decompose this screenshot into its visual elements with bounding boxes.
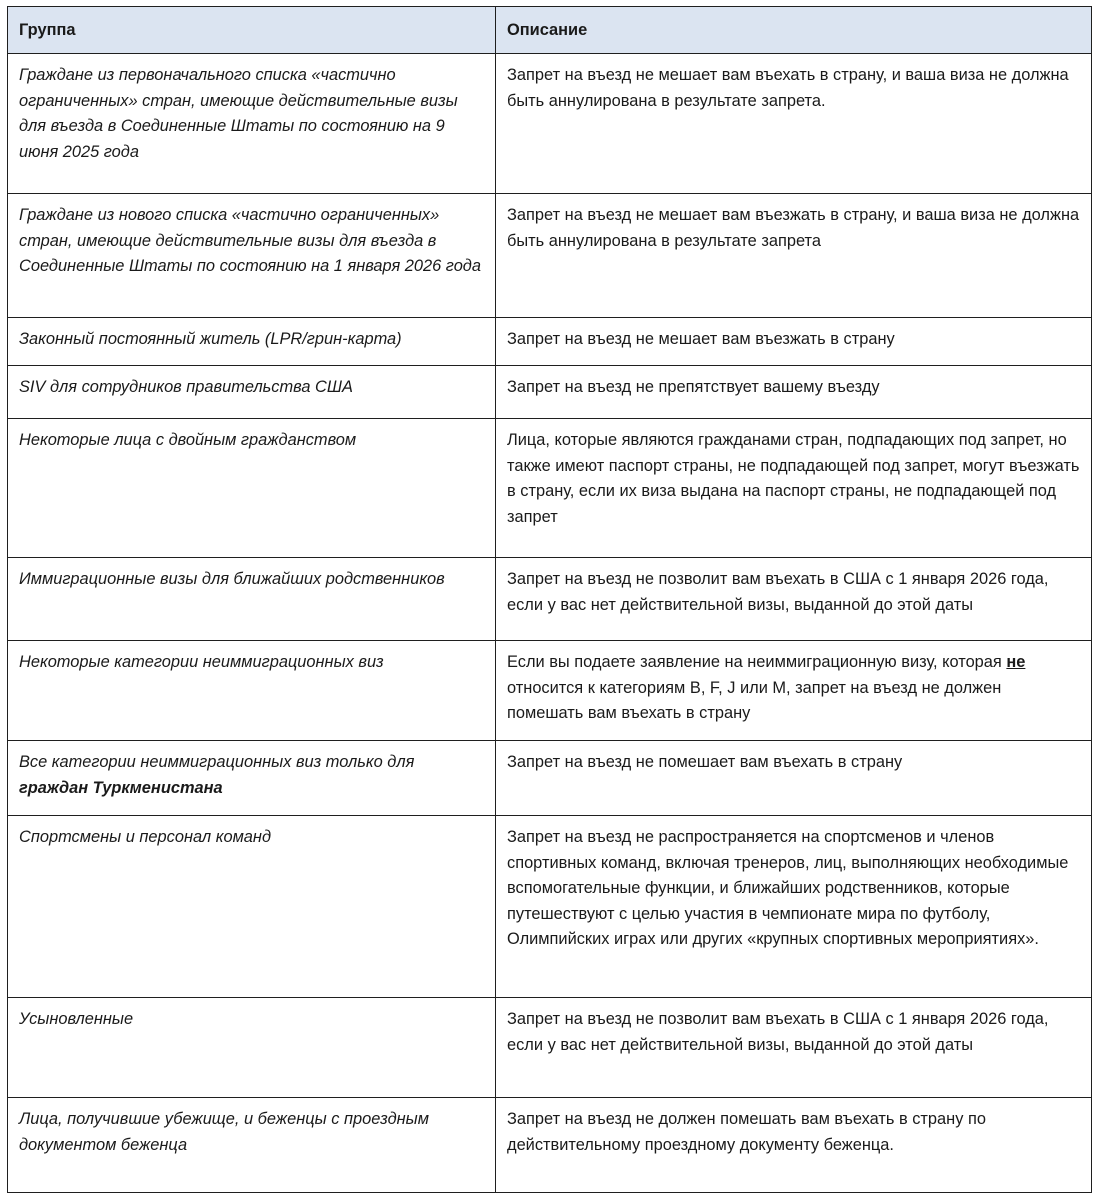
row-description-cell (496, 641, 1092, 741)
table-row (8, 558, 1092, 641)
table-row (8, 318, 1092, 366)
row-description-cell: Запрет на въезд не помешает вам въехать в страну (496, 741, 1092, 816)
row-description-cell: Запрет на въезд не мешает вам въезжать в страну, и ваша виза не должна быть аннулирована в результате запрета (496, 194, 1092, 318)
row-description-cell: Запрет на въезд не мешает вам въехать в страну, и ваша виза не должна быть аннулирована в результате запрета. (496, 54, 1092, 194)
row-description-cell: Запрет на въезд не должен помешать вам въехать в страну по действительному проездному документу беженца. (496, 1098, 1092, 1193)
row-description-cell: Запрет на въезд не мешает вам въезжать в страну (496, 318, 1092, 366)
exemptions-table (7, 6, 1092, 1193)
row-group-cell: Некоторые лица с двойным гражданством (8, 419, 496, 558)
table-row (8, 54, 1092, 194)
row-group-cell: Усыновленные (8, 998, 496, 1098)
row-group-cell: Спортсмены и персонал команд (8, 816, 496, 998)
row-group-cell: Лица, получившие убежище, и беженцы с проездным документом беженца (8, 1098, 496, 1193)
emphasis-negation: не (1006, 653, 1026, 671)
group-bold-text: граждан Туркменистана (19, 778, 223, 797)
row-group-cell: Иммиграционные визы для ближайших родственников (8, 558, 496, 641)
description-text: Если вы подаете заявление на неиммиграционную визу, которая (507, 653, 1007, 671)
group-text: Все категории неиммиграционных виз только для (19, 753, 415, 771)
table-row (8, 1098, 1092, 1193)
description-text: относится к категориям B, F, J или M, запрет на въезд не должен помешать вам въехать в страну (507, 678, 1002, 722)
row-group-cell: Граждане из нового списка «частично ограниченных» стран, имеющие действительные визы для въезда в Соединенные Штаты по состоянию на 1 января 2026 года (8, 194, 496, 318)
row-group-cell: Некоторые категории неиммиграционных виз (8, 641, 496, 741)
row-group-cell: Граждане из первоначального списка «частично ограниченных» стран, имеющие действительные визы для въезда в Соединенные Штаты по состоянию на 9 июня 2025 года (8, 54, 496, 194)
row-description-cell: Запрет на въезд не препятствует вашему въезду (496, 366, 1092, 419)
table-row (8, 419, 1092, 558)
row-description-cell: Лица, которые являются гражданами стран, подпадающих под запрет, но также имеют паспорт страны, не подпадающей под запрет, могут въезжать в страну, если их виза выдана на паспорт страны, не подпадающей под запрет (496, 419, 1092, 558)
header-group: Группа (8, 7, 496, 54)
document-page (7, 6, 1091, 1193)
table-row (8, 194, 1092, 318)
header-description: Описание (496, 7, 1092, 54)
table-row (8, 816, 1092, 998)
table-row (8, 741, 1092, 816)
row-group-cell: SIV для сотрудников правительства США (8, 366, 496, 419)
row-description-cell: Запрет на въезд не распространяется на спортсменов и членов спортивных команд, включая тренеров, лиц, выполняющих необходимые вспомогательные функции, и ближайших родственников, которые путешествуют с целью участия в чемпионате мира по футболу, Олимпийских играх или других «крупных спортивных мероприятиях». (496, 816, 1092, 998)
row-description-cell: Запрет на въезд не позволит вам въехать в США с 1 января 2026 года, если у вас нет действительной визы, выданной до этой даты (496, 998, 1092, 1098)
row-group-cell: Законный постоянный житель (LPR/грин-карта) (8, 318, 496, 366)
table-row (8, 366, 1092, 419)
table-row (8, 641, 1092, 741)
row-group-cell (8, 741, 496, 816)
table-header-row (8, 7, 1092, 54)
row-description-cell: Запрет на въезд не позволит вам въехать в США с 1 января 2026 года, если у вас нет действительной визы, выданной до этой даты (496, 558, 1092, 641)
table-row (8, 998, 1092, 1098)
